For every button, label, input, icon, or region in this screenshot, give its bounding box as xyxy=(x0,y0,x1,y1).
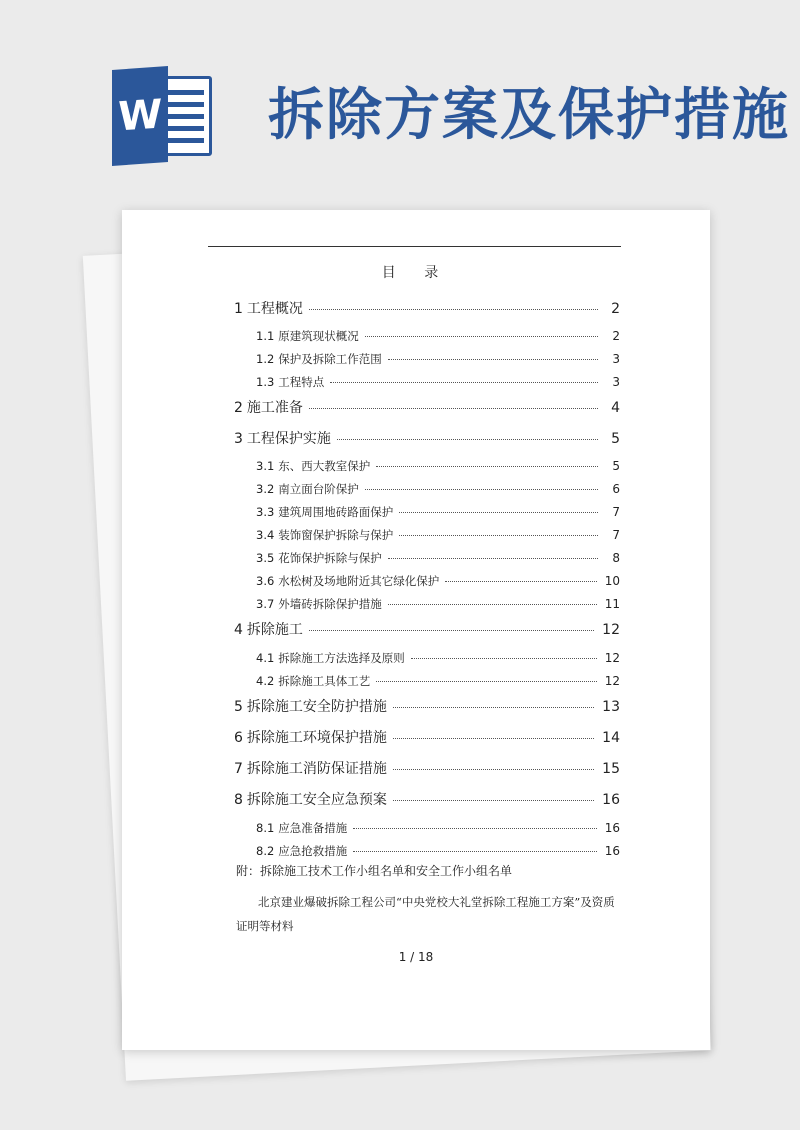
toc-entry-number: 7 xyxy=(234,761,243,777)
toc-entry-page: 11 xyxy=(604,597,620,611)
toc-entry-page: 10 xyxy=(604,574,620,588)
toc-entry-title: 花饰保护拆除与保护 xyxy=(278,551,382,565)
toc-entry-page: 16 xyxy=(602,792,620,808)
toc-entry-number: 1 xyxy=(234,301,243,317)
toc-entry-leader xyxy=(376,681,596,682)
word-icon-line xyxy=(164,126,204,131)
toc-entry-number: 3.7 xyxy=(256,597,275,611)
header-banner xyxy=(0,0,800,200)
toc-entry-title: 拆除施工 xyxy=(246,622,303,638)
toc-title: 目 录 xyxy=(381,265,451,281)
toc-entry-leader xyxy=(330,382,598,383)
word-document-icon xyxy=(112,68,214,164)
toc-entry-leader xyxy=(388,558,598,559)
word-icon-line xyxy=(164,114,204,119)
toc-entry[interactable] xyxy=(256,650,620,666)
toc-entry-number: 8 xyxy=(234,792,243,808)
toc-entry-number: 6 xyxy=(234,730,243,746)
toc-entry[interactable] xyxy=(256,573,620,589)
toc-entry-title: 应急抢救措施 xyxy=(278,844,348,858)
toc-entry[interactable] xyxy=(256,843,620,859)
toc-entry-number: 2 xyxy=(234,400,243,416)
toc-entry-leader xyxy=(337,439,598,440)
toc-entry-title: 拆除施工安全应急预案 xyxy=(246,792,387,808)
word-icon-line xyxy=(164,102,204,107)
toc-entry-leader xyxy=(353,828,596,829)
toc-entry-number: 4 xyxy=(234,622,243,638)
toc-entry[interactable] xyxy=(234,696,620,716)
toc-entry-leader xyxy=(445,581,596,582)
toc-entry-number: 3.6 xyxy=(256,574,275,588)
toc-entry[interactable] xyxy=(256,328,620,344)
toc-entry-page: 3 xyxy=(612,375,620,389)
toc-entry[interactable] xyxy=(256,458,620,474)
toc-entry-title: 工程特点 xyxy=(278,375,325,389)
toc-entry[interactable] xyxy=(256,481,620,497)
toc-entry[interactable] xyxy=(256,351,620,367)
toc-entry[interactable] xyxy=(234,298,620,318)
toc-entry-page: 13 xyxy=(602,699,620,715)
toc-entry-title: 保护及拆除工作范围 xyxy=(278,352,382,366)
toc-entry-page: 6 xyxy=(612,482,620,496)
toc-entry-page: 2 xyxy=(611,301,620,317)
toc-entry-leader xyxy=(388,604,597,605)
toc-entry[interactable] xyxy=(256,596,620,612)
toc-entry-page: 12 xyxy=(602,622,620,638)
toc-entry-number: 3.4 xyxy=(256,528,275,542)
toc-entry-title: 拆除施工环境保护措施 xyxy=(246,730,387,746)
toc-entry-title: 应急准备措施 xyxy=(278,821,348,835)
toc-entry-leader xyxy=(393,769,594,770)
toc-entry[interactable] xyxy=(256,673,620,689)
appendix-note: 附：拆除施工技术工作小组名单和安全工作小组名单 xyxy=(236,864,513,878)
toc-entry-title: 装饰窗保护拆除与保护 xyxy=(278,528,394,542)
toc-entry-leader xyxy=(399,512,598,513)
toc-entry-title: 水松树及场地附近其它绿化保护 xyxy=(278,574,440,588)
toc-entry-page: 12 xyxy=(604,651,620,665)
toc-entry-number: 3.2 xyxy=(256,482,275,496)
toc-entry[interactable] xyxy=(256,374,620,390)
toc-entry-leader xyxy=(365,489,598,490)
toc-entry-title: 工程保护实施 xyxy=(246,431,331,447)
toc-entry-leader xyxy=(388,359,598,360)
toc-entry-number: 3.1 xyxy=(256,459,275,473)
toc-entry[interactable] xyxy=(234,397,620,417)
toc-entry-number: 1.2 xyxy=(256,352,275,366)
toc-entry-title: 原建筑现状概况 xyxy=(278,329,359,343)
toc-entry-leader xyxy=(353,851,596,852)
toc-entry-page: 5 xyxy=(612,459,620,473)
toc-entry-page: 15 xyxy=(602,761,620,777)
toc-entry-title: 外墙砖拆除保护措施 xyxy=(278,597,382,611)
toc-entry-number: 4.1 xyxy=(256,651,275,665)
toc-entry-page: 8 xyxy=(612,551,620,565)
toc-entry-title: 工程概况 xyxy=(246,301,303,317)
toc-entry-number: 8.1 xyxy=(256,821,275,835)
toc-entry-number: 3.3 xyxy=(256,505,275,519)
toc-entry-title: 拆除施工安全防护措施 xyxy=(246,699,387,715)
toc-entry-leader xyxy=(393,707,594,708)
toc-entry-leader xyxy=(365,336,598,337)
toc-entry[interactable] xyxy=(234,619,620,639)
toc-entry-number: 1.3 xyxy=(256,375,275,389)
toc-entry-page: 16 xyxy=(604,821,620,835)
toc-entry-number: 1.1 xyxy=(256,329,275,343)
toc-entry-title: 施工准备 xyxy=(246,400,303,416)
toc-entry-leader xyxy=(411,658,597,659)
toc-entry[interactable] xyxy=(234,727,620,747)
toc-entry-title: 东、西大教室保护 xyxy=(278,459,371,473)
toc-entry-title: 拆除施工方法选择及原则 xyxy=(278,651,405,665)
toc-entry[interactable] xyxy=(256,550,620,566)
toc-entry-page: 14 xyxy=(602,730,620,746)
toc-entry-page: 7 xyxy=(612,528,620,542)
toc-entry-number: 5 xyxy=(234,699,243,715)
toc-entry-number: 3.5 xyxy=(256,551,275,565)
toc-entry-page: 16 xyxy=(604,844,620,858)
toc-entry-leader xyxy=(309,630,594,631)
page-number: 1 / 18 xyxy=(398,950,434,964)
toc-entry[interactable] xyxy=(234,428,620,448)
toc-entry[interactable] xyxy=(256,504,620,520)
toc-entry-title: 拆除施工具体工艺 xyxy=(278,674,371,688)
toc-entry[interactable] xyxy=(256,820,620,836)
toc-entry-title: 拆除施工消防保证措施 xyxy=(246,761,387,777)
toc-entry-number: 8.2 xyxy=(256,844,275,858)
toc-entry-page: 5 xyxy=(611,431,620,447)
toc-entry-leader xyxy=(309,408,598,409)
toc-entry-leader xyxy=(376,466,598,467)
word-icon-line xyxy=(164,90,204,95)
toc-entry[interactable] xyxy=(234,758,620,778)
toc-entry-page: 3 xyxy=(612,352,620,366)
word-icon-line xyxy=(164,138,204,143)
toc-entry-number: 3 xyxy=(234,431,243,447)
document-page xyxy=(122,210,710,1050)
toc-entry-leader xyxy=(309,309,598,310)
toc-entry-leader xyxy=(399,535,598,536)
page-title: 拆除方案及保护措施 xyxy=(268,83,790,148)
footnote-text: 北京建业爆破拆除工程公司“中央党校大礼堂拆除工程施工方案”及资质证明等材料 xyxy=(236,895,615,933)
toc-entry-page: 12 xyxy=(604,674,620,688)
toc-entry-leader xyxy=(393,800,594,801)
toc-entry-title: 南立面台阶保护 xyxy=(278,482,359,496)
toc-entry[interactable] xyxy=(256,527,620,543)
toc-entry-number: 4.2 xyxy=(256,674,275,688)
toc-entry-page: 2 xyxy=(612,329,620,343)
toc-entry-page: 4 xyxy=(611,400,620,416)
word-icon-letter: W xyxy=(112,66,168,166)
toc-entry-page: 7 xyxy=(612,505,620,519)
toc-entry-leader xyxy=(393,738,594,739)
toc-entry-title: 建筑周围地砖路面保护 xyxy=(278,505,394,519)
toc-entry[interactable] xyxy=(234,789,620,809)
